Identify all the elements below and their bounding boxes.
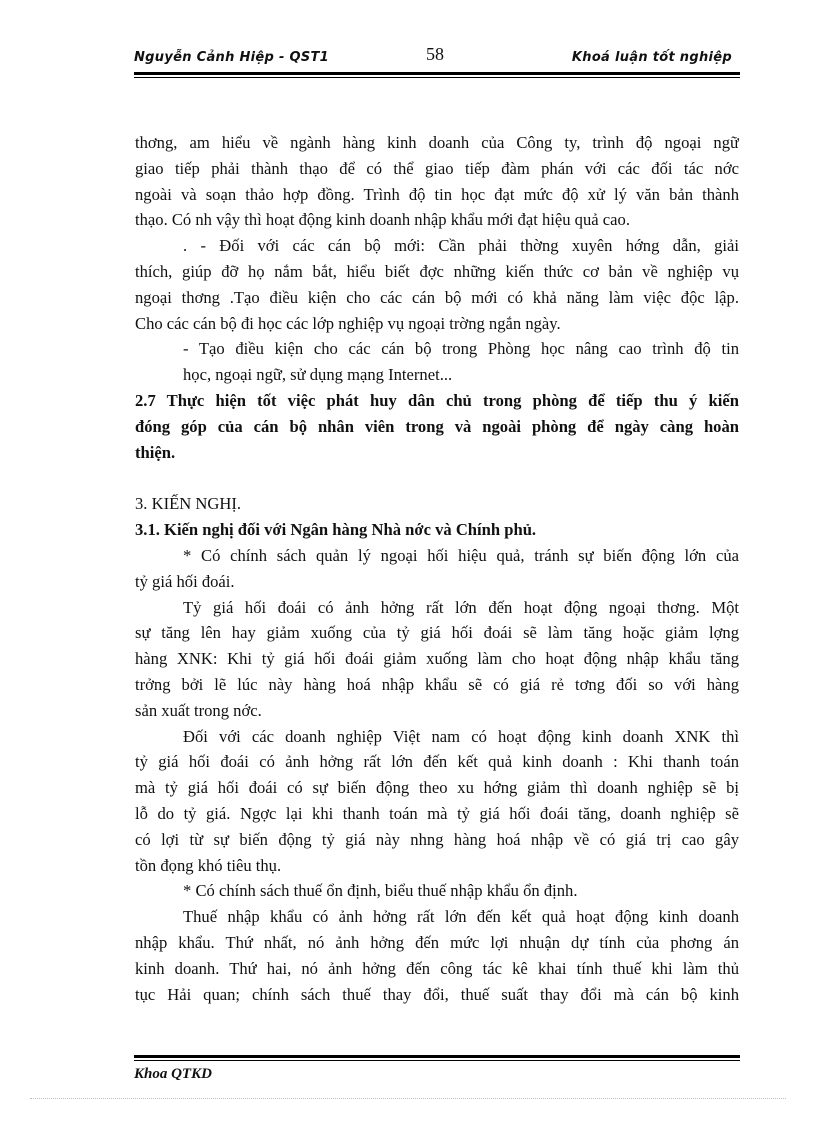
text-line: Tỷ giá hối đoái có ảnh hởng rất lớn đến hoạt động ngoại thơng. Một <box>183 597 739 617</box>
page-edge-dotted-line <box>30 1098 786 1099</box>
text-line: mà tỷ giá hối đoái có sự biến động theo xu hớng giảm thì doanh nghiệp sẽ bị <box>135 778 739 798</box>
text-line: Thuế nhập khẩu có ảnh hởng rất lớn đến kết quả hoạt động kinh doanh <box>183 907 739 927</box>
section-heading-line: 2.7 Thực hiện tốt việc phát huy dân chủ trong phòng để tiếp thu ý kiến <box>135 390 739 410</box>
text-line: tồn đọng khó tiêu thụ. <box>135 855 282 875</box>
footer-rule-thin <box>134 1060 740 1061</box>
text-line: giao tiếp phải thành thạo để có thể giao tiếp đàm phán với các đối tác nớc <box>135 158 739 178</box>
text-line: ngoại thơng .Tạo điều kiện cho các cán bộ mới có khả năng làm việc độc lập. <box>135 287 739 307</box>
page-number: 58 <box>426 44 444 64</box>
text-line: trởng bởi lẽ lúc này hàng hoá nhập khẩu sẽ có giá rẻ tơng đối so với hàng <box>135 674 739 694</box>
text-line: thạo. Có nh vậy thì hoạt động kinh doanh nhập khẩu mới đạt hiệu quả cao. <box>135 210 630 230</box>
text-line: kinh doanh. Thứ hai, nó ảnh hởng đến công tác kê khai tính thuế khi làm thủ <box>135 958 739 978</box>
body-text <box>135 130 739 1007</box>
subsection-heading: 3.1. Kiến nghị đối với Ngân hàng Nhà nớc và Chính phủ. <box>135 520 537 540</box>
text-line: * Có chính sách thuế ổn định, biểu thuế nhập khẩu ổn định. <box>183 881 578 901</box>
text-line: tỷ giá hối đoái. <box>135 571 235 591</box>
text-line: thơng, am hiểu về ngành hàng kinh doanh của Công ty, trình độ ngoại ngữ <box>135 133 739 152</box>
section-heading-line: thiện. <box>135 442 176 462</box>
text-line: . - Đối với các cán bộ mới: Cần phải thờng xuyên hớng dẫn, giải <box>183 236 739 256</box>
text-line: sự tăng lên hay giảm xuống của tỷ giá hối đoái sẽ làm tăng hoặc giảm lợng <box>135 623 739 643</box>
text-line: sản xuất trong nớc. <box>135 700 262 720</box>
header-thesis-title: Khoá luận tốt nghiệp <box>571 50 732 65</box>
section-heading: 3. KIẾN NGHỊ. <box>135 494 241 514</box>
text-line: * Có chính sách quản lý ngoại hối hiệu quả, tránh sự biến động lớn của <box>183 545 739 565</box>
page-header <box>134 44 740 70</box>
text-line: có lợi từ sự biến động tỷ giá này nhng hàng hoá nhập về có giá trị cao gây <box>135 829 739 849</box>
text-line: ngoài và soạn thảo hợp đồng. Trình độ tin học đạt mức độ xử lý văn bản thành <box>135 184 739 204</box>
header-author: Nguyễn Cảnh Hiệp - QST1 <box>134 50 329 65</box>
footer-faculty: Khoa QTKD <box>134 1066 212 1080</box>
section-heading-line: đóng góp của cán bộ nhân viên trong và ngoài phòng để ngày càng hoàn <box>135 416 739 436</box>
text-line: tục Hải quan; chính sách thuế thay đổi, thuế suất thay đổi mà cán bộ kinh <box>135 984 739 1004</box>
text-line: nhập khẩu. Thứ nhất, nó ảnh hởng đến mức lợi nhuận dự tính của phơng án <box>135 932 739 952</box>
text-line: lỗ do tỷ giá. Ngợc lại khi thanh toán mà tỷ giá hối đoái tăng, doanh nghiệp sẽ <box>135 803 739 823</box>
text-line: - Tạo điều kiện cho các cán bộ trong Phòng học nâng cao trình độ tin <box>183 339 739 359</box>
text-line: Đối với các doanh nghiệp Việt nam có hoạt động kinh doanh XNK thì <box>183 726 739 746</box>
header-rule-thin <box>134 77 740 78</box>
header-rule-thick <box>134 72 740 75</box>
text-line: thích, giúp đỡ họ nắm bắt, hiểu biết đợc những kiến thức cơ bản về nghiệp vụ <box>135 261 739 281</box>
text-line: học, ngoại ngữ, sử dụng mạng Internet... <box>183 365 453 385</box>
footer-rule-thick <box>134 1055 740 1058</box>
text-line: Cho các cán bộ đi học các lớp nghiệp vụ ngoại trờng ngắn ngày. <box>135 313 561 333</box>
text-line: hàng XNK: Khi tỷ giá hối đoái giảm xuống làm cho hoạt động nhập khẩu tăng <box>135 649 739 669</box>
text-line: tỷ giá hối đoái có ảnh hởng rất lớn đến kết quả kinh doanh : Khi thanh toán <box>135 752 739 772</box>
